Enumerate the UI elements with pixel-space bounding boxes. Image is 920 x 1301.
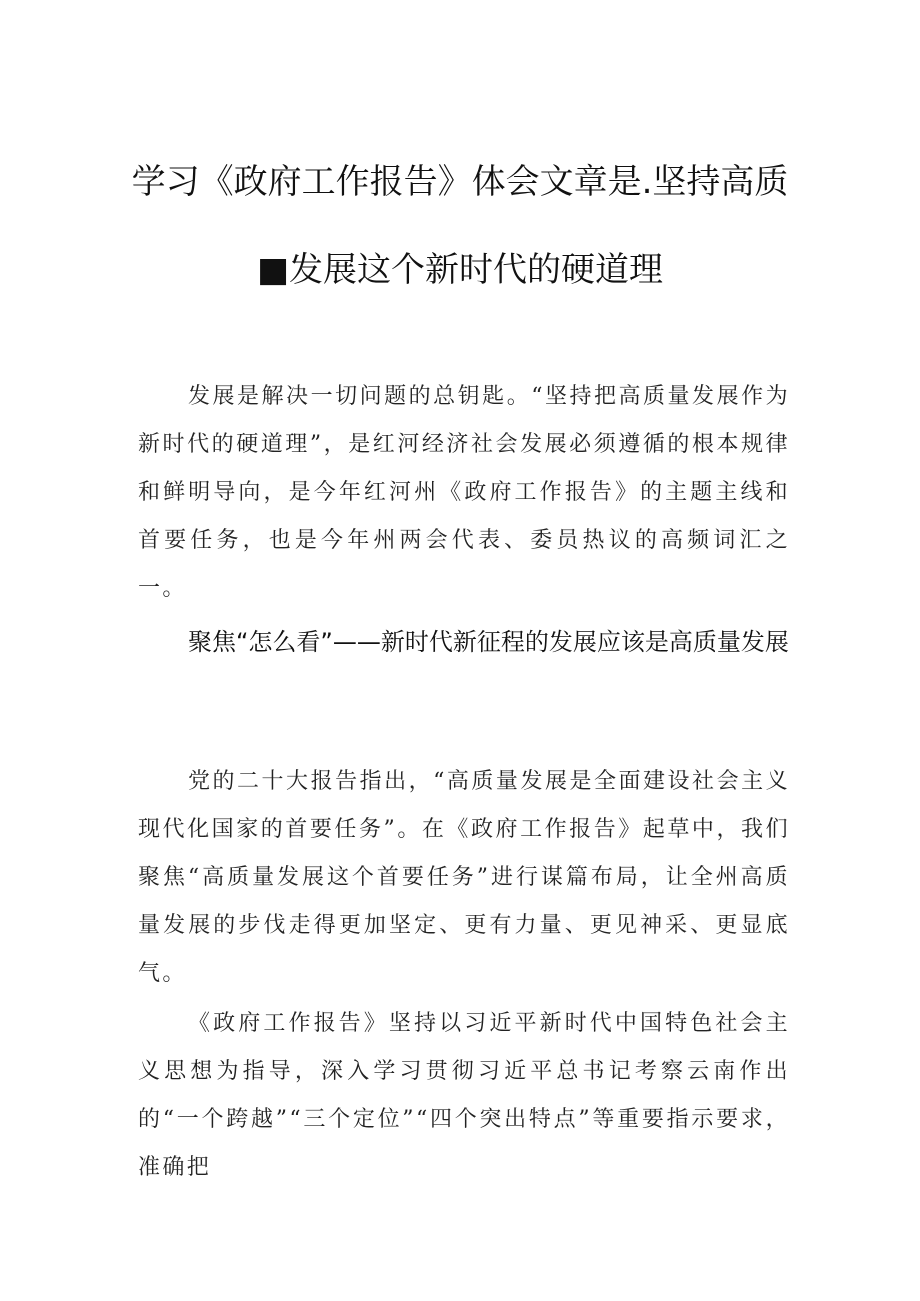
document-title-line-2: ■发展这个新时代的硬道理 [256, 250, 664, 290]
section-heading: 聚焦“怎么看”——新时代新征程的发展应该是高质量发展 [188, 628, 789, 656]
document-title-line-1: 学习《政府工作报告》体会文章是.坚持高质 [131, 162, 789, 202]
body-paragraph-report: 党的二十大报告指出，“高质量发展是全面建设社会主义现代化国家的首要任务”。在《政府工作报告》起草中，我们聚焦“高质量发展这个首要任务”进行谋篇布局，让全州高质量发展的步伐走得更加坚定、更有力量、更见神采、更显底气。 [138, 769, 790, 986]
body-paragraph-intro: 发展是解决一切问题的总钥匙。“坚持把高质量发展作为新时代的硬道理”，是红河经济社会发展必须遵循的根本规律和鲜明导向，是今年红河州《政府工作报告》的主题主线和首要任务，也是今年州两会代表、委员热议的高频词汇之一。 [138, 384, 790, 601]
body-paragraph-guidance: 《政府工作报告》坚持以习近平新时代中国特色社会主义思想为指导，深入学习贯彻习近平总书记考察云南作出的“一个跨越”“三个定位”“四个突出特点”等重要指示要求，准确把 [138, 1011, 790, 1180]
